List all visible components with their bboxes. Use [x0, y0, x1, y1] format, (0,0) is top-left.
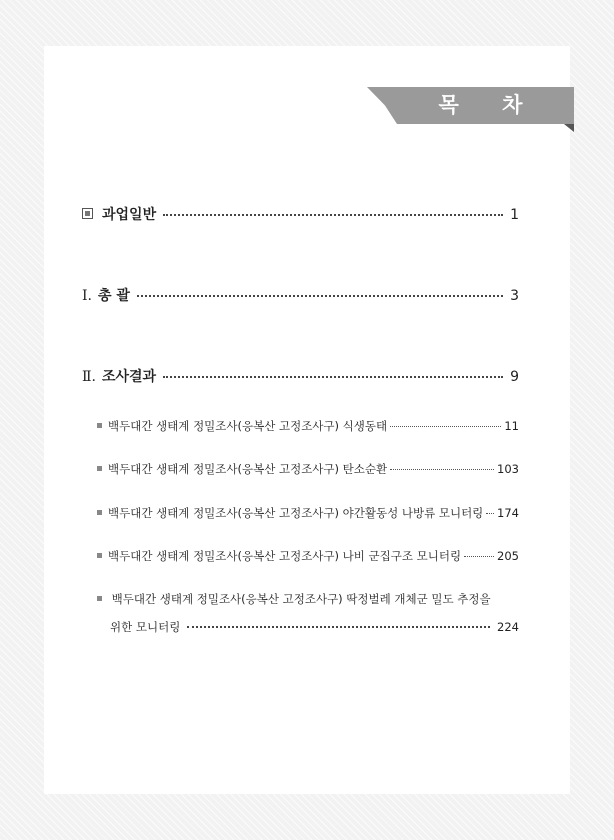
toc-entry-label: 과업일반: [102, 207, 157, 223]
toc-subentry-continuation[interactable]: [110, 619, 519, 635]
toc-subentry[interactable]: [97, 548, 519, 564]
dot-leader: [187, 626, 490, 628]
toc-page-number: 205: [497, 549, 519, 563]
toc-page-number: 9: [510, 369, 519, 385]
dot-leader: [464, 556, 494, 557]
toc-subentry[interactable]: [97, 461, 519, 477]
toc-entry-chapter-1[interactable]: [82, 285, 519, 305]
toc-page-number: 224: [497, 620, 519, 634]
toc-subentry-label: 백두대간 생태계 정밀조사(응복산 고정조사구) 딱정벌레 개체군 밀도 추정을: [111, 592, 491, 606]
toc-subentry[interactable]: [97, 418, 519, 434]
toc-entry-label: 총 괄: [97, 288, 130, 304]
toc-subentry-label-continued: 위한 모니터링: [110, 620, 181, 634]
bullet-icon: [97, 510, 102, 515]
bullet-icon: [97, 553, 102, 558]
dot-leader: [486, 513, 494, 514]
bullet-icon: [97, 423, 102, 428]
dot-leader: [137, 295, 503, 297]
dot-leader: [163, 376, 503, 378]
dot-leader: [390, 469, 494, 470]
toc-entry-overview[interactable]: [82, 204, 519, 224]
toc-subentry[interactable]: [97, 505, 519, 521]
toc-page-number: 11: [504, 419, 519, 433]
toc-title: 목 차: [438, 93, 541, 117]
toc-subentry-label: 백두대간 생태계 정밀조사(응복산 고정조사구) 나비 군집구조 모니터링: [108, 549, 462, 563]
toc-page-number: 3: [510, 288, 519, 304]
toc-subentry-label: 백두대간 생태계 정밀조사(응복산 고정조사구) 식생동태: [108, 419, 388, 433]
toc-subentry-label: 백두대간 생태계 정밀조사(응복산 고정조사구) 탄소순환: [108, 462, 388, 476]
toc-page-number: 174: [497, 506, 519, 520]
toc-entry-label: 조사결과: [101, 369, 157, 385]
chapter-numeral: Ⅰ.: [82, 288, 92, 304]
toc-subentry-label: 백두대간 생태계 정밀조사(응복산 고정조사구) 야간활동성 나방류 모니터링: [108, 506, 484, 520]
toc-banner: [367, 87, 574, 124]
bullet-icon: [97, 466, 102, 471]
toc-page-number: 1: [510, 207, 519, 223]
square-bullet-icon: [82, 208, 93, 219]
chapter-numeral: Ⅱ.: [82, 369, 96, 385]
toc-entry-chapter-2[interactable]: [82, 366, 519, 386]
toc-page-number: 103: [497, 462, 519, 476]
bullet-icon: [97, 596, 102, 601]
toc-subentry-first-line[interactable]: [97, 591, 491, 607]
dot-leader: [163, 214, 503, 216]
dot-leader: [390, 426, 501, 427]
